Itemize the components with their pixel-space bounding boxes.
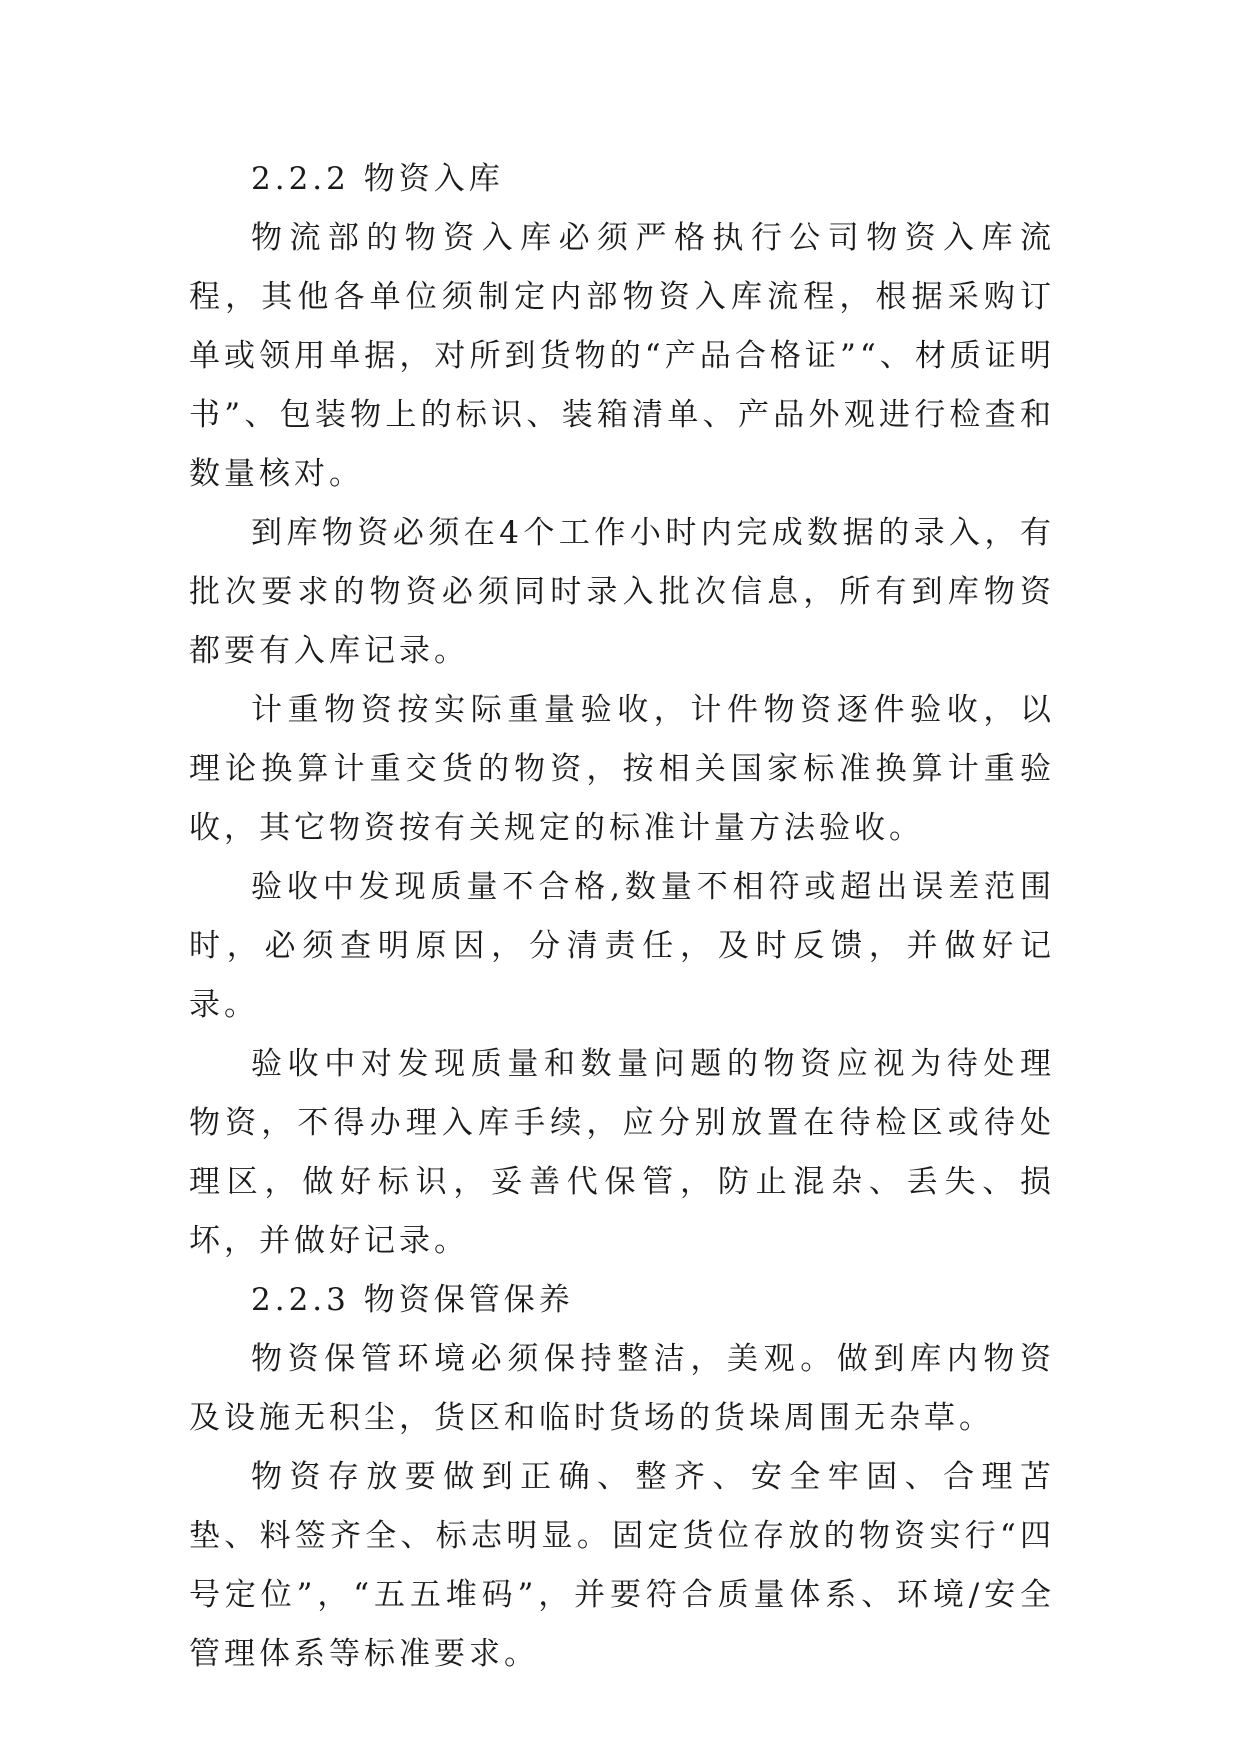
paragraph: 物资存放要做到正确、整齐、安全牢固、合理苫垫、料签齐全、标志明显。固定货位存放的物资实行“四号定位”，“五五堆码”，并要符合质量体系、环境/安全管理体系等标准要求。 — [189, 1459, 1055, 1672]
section-heading: 2.2.2 物资入库 — [251, 161, 504, 197]
paragraph: 计重物资按实际重量验收，计件物资逐件验收，以理论换算计重交货的物资，按相关国家标准换算计重验收，其它物资按有关规定的标准计量方法验收。 — [189, 692, 1055, 846]
paragraph: 物流部的物资入库必须严格执行公司物资入库流程，其他各单位须制定内部物资入库流程，根据采购订单或领用单据，对所到货物的“产品合格证”“、材质证明书”、包装物上的标识、装箱清单、产品外观进行检查和数量核对。 — [189, 220, 1055, 492]
section-heading: 2.2.3 物资保管保养 — [251, 1282, 574, 1318]
paragraph: 验收中发现质量不合格,数量不相符或超出误差范围时，必须查明原因，分清责任，及时反馈，并做好记录。 — [189, 869, 1055, 1023]
document-body — [189, 150, 1055, 1684]
paragraph: 物资保管环境必须保持整洁，美观。做到库内物资及设施无积尘，货区和临时货场的货垛周围无杂草。 — [189, 1341, 1055, 1436]
paragraph: 验收中对发现质量和数量问题的物资应视为待处理物资，不得办理入库手续，应分别放置在待检区或待处理区，做好标识，妥善代保管，防止混杂、丢失、损坏，并做好记录。 — [189, 1046, 1055, 1259]
paragraph: 到库物资必须在4个工作小时内完成数据的录入，有批次要求的物资必须同时录入批次信息，所有到库物资都要有入库记录。 — [189, 515, 1055, 669]
